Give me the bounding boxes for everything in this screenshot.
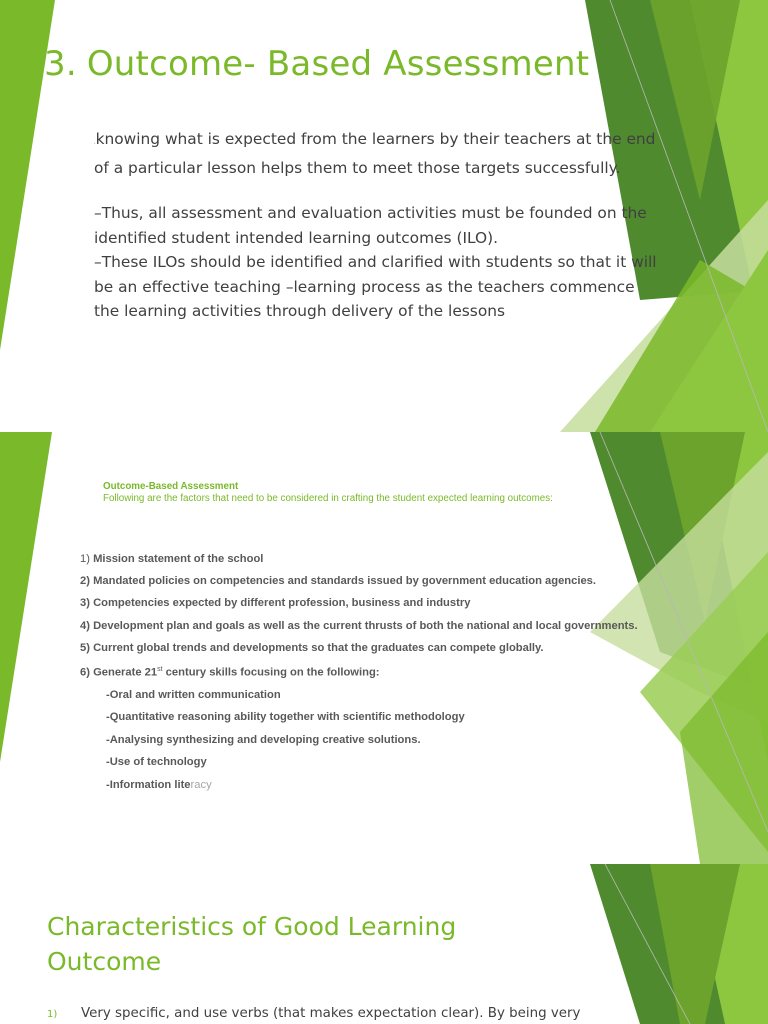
title-number: 3. bbox=[44, 44, 77, 84]
slide-2-heading-block bbox=[103, 481, 553, 505]
list-item: 1) Mission statement of the school bbox=[80, 553, 264, 565]
list-item: 2) Mandated policies on competencies and standards issued by government education agencies. bbox=[80, 575, 597, 588]
paragraph-1-text: knowing what is expected from the learners by their teachers at the end of a particular lesson helps them to meet those targets successfully. bbox=[94, 130, 656, 177]
paragraph-1-mark: . bbox=[94, 140, 96, 146]
list-item: 5) Current global trends and developments so that the graduates can compete globally. bbox=[80, 641, 544, 654]
slide-3-title: Characteristics of Good Learning Outcome bbox=[47, 912, 457, 976]
paragraph-1 bbox=[94, 127, 664, 180]
slide-3 bbox=[0, 864, 768, 1024]
list-item: 3) Competencies expected by different profession, business and industry bbox=[80, 597, 471, 610]
list-item: 4) Development plan and goals as well as the current thrusts of both the national and local governments. bbox=[80, 619, 638, 632]
sub-list-item: -Information literacy bbox=[106, 778, 212, 791]
factors-list bbox=[80, 552, 640, 800]
slide-2-heading: Outcome-Based Assessment bbox=[103, 481, 239, 492]
title-text: Outcome- Based Assessment bbox=[86, 44, 590, 84]
list-item: 6) Generate 21st century skills focusing on the following: bbox=[80, 665, 380, 679]
slide-2-subheading: Following are the factors that need to be considered in crafting the student expected learning outcomes: bbox=[103, 493, 553, 504]
paragraph-2: –Thus, all assessment and evaluation activities must be founded on the identified student intended learning outcomes (ILO). bbox=[94, 204, 647, 247]
sub-list-item: -Analysing synthesizing and developing creative solutions. bbox=[106, 733, 421, 746]
slide-1 bbox=[0, 0, 768, 432]
slide-2 bbox=[0, 432, 768, 864]
sub-list-item: -Oral and written communication bbox=[106, 688, 281, 701]
slide-1-title bbox=[44, 44, 589, 84]
sub-list-item: -Quantitative reasoning ability together with scientific methodology bbox=[106, 711, 465, 724]
sub-list-item: -Use of technology bbox=[106, 756, 207, 769]
left-green-shard bbox=[0, 432, 52, 762]
list-item: 1) Very specific, and use verbs (that makes expectation clear). By being very bbox=[47, 1006, 581, 1021]
paragraph-3: –These ILOs should be identified and clarified with students so that it will be an effective teaching –learning process as the teachers commence the learning activities through delivery of the lessons bbox=[94, 253, 657, 320]
